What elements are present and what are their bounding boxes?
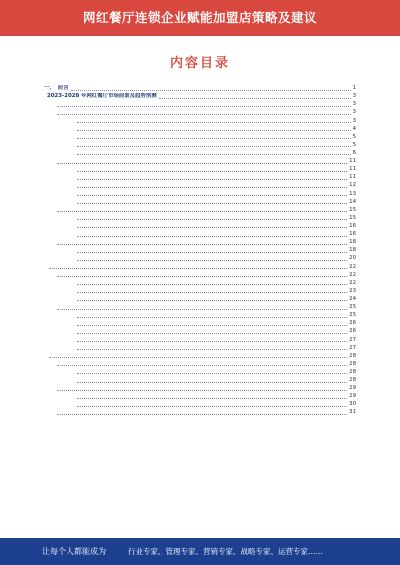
toc-entry[interactable] [44, 400, 356, 408]
toc-entry[interactable] [44, 271, 356, 279]
toc-entry[interactable] [44, 408, 356, 416]
toc-entry-page: 14 [349, 198, 356, 205]
toc-entry-number: 一、 [44, 85, 55, 92]
toc-entry-page: 29 [349, 393, 356, 400]
toc-entry[interactable] [44, 230, 356, 238]
toc-entry[interactable] [44, 360, 356, 368]
toc-dot-leader [77, 349, 347, 350]
toc-dot-leader [77, 179, 347, 180]
toc-entry-page: 28 [349, 360, 356, 367]
toc-entry[interactable] [44, 352, 356, 360]
toc-dot-leader [57, 414, 347, 415]
toc-entry[interactable] [44, 125, 356, 133]
toc-dot-leader [49, 268, 347, 269]
toc-entry[interactable] [44, 311, 356, 319]
toc-entry-page: 1 [352, 85, 356, 92]
toc-dot-leader [57, 211, 347, 212]
toc-entry-title: 2023-2028 年网红餐厅市场前景及趋势预测 [47, 93, 157, 100]
toc-entry[interactable] [44, 384, 356, 392]
toc-dot-leader [77, 227, 347, 228]
toc-entry[interactable] [44, 100, 356, 108]
toc-entry[interactable] [44, 189, 356, 197]
toc-dot-leader [77, 130, 351, 131]
toc-dot-leader [77, 187, 347, 188]
toc-entry-page: 25 [349, 304, 356, 311]
toc-dot-leader [77, 398, 347, 399]
toc-entry-page: 15 [349, 206, 356, 213]
toc-entry[interactable] [44, 165, 356, 173]
toc-entry[interactable] [44, 335, 356, 343]
toc-entry-page: 25 [349, 312, 356, 319]
toc-entry[interactable] [44, 141, 356, 149]
toc-entry-page: 27 [349, 344, 356, 351]
toc-dot-leader [77, 260, 347, 261]
toc-list [44, 84, 356, 416]
toc-entry-page: 4 [352, 125, 356, 132]
toc-entry-page: 22 [349, 263, 356, 270]
toc-entry[interactable] [44, 108, 356, 116]
toc-dot-leader [77, 252, 347, 253]
toc-entry-page: 31 [349, 409, 356, 416]
toc-entry-page: 11 [349, 158, 356, 165]
toc-entry-page: 3 [352, 117, 356, 124]
toc-entry[interactable] [44, 254, 356, 262]
toc-entry-page: 5 [352, 133, 356, 140]
toc-entry-page: 16 [349, 222, 356, 229]
toc-dot-leader [77, 171, 347, 172]
toc-dot-leader [77, 382, 347, 383]
toc-entry-page: 6 [352, 149, 356, 156]
toc-entry[interactable] [44, 173, 356, 181]
toc-dot-leader [77, 406, 347, 407]
toc-dot-leader [77, 325, 347, 326]
toc-dot-leader [77, 341, 347, 342]
toc-dot-leader [77, 122, 351, 123]
toc-entry-page: 3 [352, 109, 356, 116]
toc-entry-page: 16 [349, 231, 356, 238]
toc-entry[interactable] [44, 376, 356, 384]
toc-entry-page: 3 [352, 93, 356, 100]
toc-entry-page: 15 [349, 214, 356, 221]
toc-entry[interactable] [44, 246, 356, 254]
toc-entry-page: 28 [349, 377, 356, 384]
toc-dot-leader [77, 236, 347, 237]
toc-dot-leader [77, 300, 347, 301]
toc-entry-page: 26 [349, 328, 356, 335]
toc-dot-leader [57, 309, 347, 310]
toc-dot-leader [57, 106, 351, 107]
toc-dot-leader [49, 357, 347, 358]
toc-entry-page: 22 [349, 279, 356, 286]
toc-dot-leader [159, 98, 351, 99]
toc-dot-leader [77, 146, 351, 147]
toc-entry-page: 22 [349, 271, 356, 278]
toc-entry[interactable] [44, 198, 356, 206]
toc-entry-page: 18 [349, 247, 356, 254]
toc-entry-page: 26 [349, 320, 356, 327]
toc-entry-page: 20 [349, 255, 356, 262]
footer-slogan: 让每个人都能成为 [42, 547, 106, 556]
toc-dot-leader [71, 90, 351, 91]
toc-entry-page: 28 [349, 352, 356, 359]
toc-entry-page: 30 [349, 401, 356, 408]
toc-dot-leader [57, 365, 347, 366]
footer-band [0, 538, 400, 565]
toc-entry[interactable] [44, 84, 356, 92]
toc-entry[interactable] [44, 222, 356, 230]
toc-entry[interactable] [44, 279, 356, 287]
toc-entry[interactable] [44, 92, 356, 100]
toc-entry[interactable] [44, 262, 356, 270]
toc-entry[interactable] [44, 214, 356, 222]
toc-dot-leader [77, 138, 351, 139]
toc-dot-leader [77, 373, 347, 374]
toc-dot-leader [57, 276, 347, 277]
toc-entry[interactable] [44, 319, 356, 327]
toc-entry-page: 29 [349, 385, 356, 392]
toc-heading: 内容目录 [169, 56, 230, 71]
toc-dot-leader [57, 114, 351, 115]
toc-entry[interactable] [44, 149, 356, 157]
toc-dot-leader [57, 244, 347, 245]
toc-dot-leader [57, 390, 347, 391]
toc-dot-leader [57, 163, 347, 164]
toc-dot-leader [77, 154, 351, 155]
toc-entry[interactable] [44, 133, 356, 141]
toc-entry[interactable] [44, 295, 356, 303]
toc-entry[interactable] [44, 206, 356, 214]
toc-entry[interactable] [44, 181, 356, 189]
toc-entry[interactable] [44, 238, 356, 246]
toc-entry[interactable] [44, 116, 356, 124]
toc-entry-page: 23 [349, 287, 356, 294]
footer-roles: 行业专家、管理专家、营销专家、战略专家、运营专家…… [128, 547, 323, 556]
toc-entry[interactable] [44, 327, 356, 335]
toc-entry-page: 13 [349, 190, 356, 197]
toc-entry-page: 12 [349, 182, 356, 189]
toc-entry[interactable] [44, 344, 356, 352]
toc-entry[interactable] [44, 392, 356, 400]
toc-entry[interactable] [44, 287, 356, 295]
toc-entry-page: 3 [352, 101, 356, 108]
toc-dot-leader [77, 333, 347, 334]
toc-dot-leader [77, 195, 347, 196]
toc-dot-leader [77, 292, 347, 293]
toc-entry[interactable] [44, 157, 356, 165]
toc-dot-leader [77, 203, 347, 204]
toc-entry-page: 11 [349, 166, 356, 173]
toc-entry-page: 18 [349, 239, 356, 246]
toc-entry[interactable] [44, 368, 356, 376]
toc-entry-page: 28 [349, 368, 356, 375]
toc-entry[interactable] [44, 303, 356, 311]
toc-dot-leader [77, 219, 347, 220]
document-title: 网红餐厅连锁企业赋能加盟店策略及建议 [82, 10, 317, 25]
toc-entry-title: 前言 [57, 85, 69, 92]
toc-entry-page: 24 [349, 295, 356, 302]
toc-entry-page: 27 [349, 336, 356, 343]
toc-dot-leader [77, 284, 347, 285]
toc-dot-leader [77, 317, 347, 318]
toc-entry-page: 11 [349, 174, 356, 181]
toc-entry-page: 5 [352, 141, 356, 148]
